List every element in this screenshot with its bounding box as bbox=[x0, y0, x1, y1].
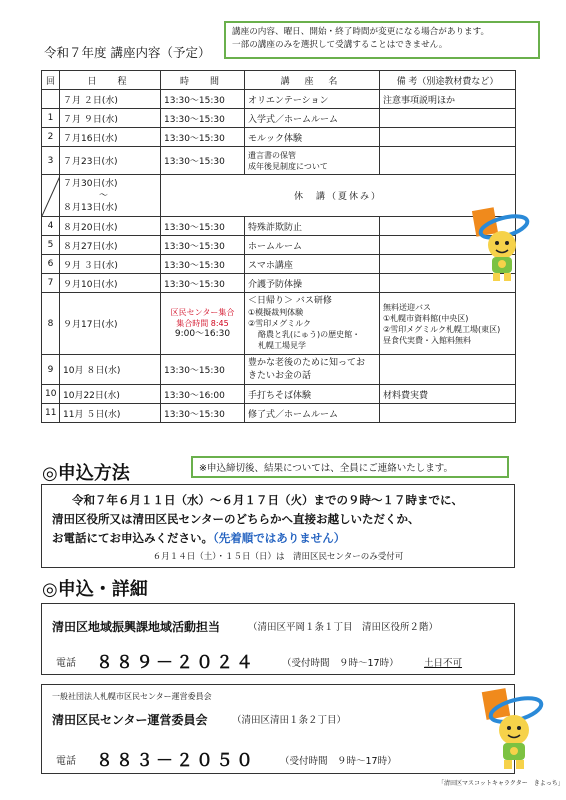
row-time-range: 9:00～16:30 bbox=[174, 329, 231, 339]
row-time: 13:30～15:30 bbox=[161, 147, 245, 175]
row-course-line: 成年後見制度について bbox=[248, 161, 328, 171]
row-note-line: 昼食代実費・入館料無料 bbox=[383, 335, 471, 345]
row-course bbox=[245, 355, 380, 385]
row-note-line: ②雪印メグミルク札幌工場(東区) bbox=[383, 324, 501, 334]
row-time-meeting-place: 区民センター集合 bbox=[170, 308, 235, 317]
apply-heading: ◎申込方法 bbox=[42, 463, 130, 484]
apply-method-box bbox=[41, 484, 515, 568]
row-course-line: ②雪印メグミルク bbox=[248, 319, 312, 328]
row-note: 材料費実費 bbox=[380, 385, 516, 404]
notice-line-2: 一部の講座のみを選択して受講することはできません。 bbox=[232, 40, 448, 50]
table-row bbox=[42, 147, 516, 175]
apply-line-3-text: お電話にてお申込みください。 bbox=[52, 531, 213, 545]
mascot-illustration bbox=[470, 205, 532, 283]
row-time: 13:30～15:30 bbox=[161, 109, 245, 128]
table-row bbox=[42, 293, 516, 355]
row-course bbox=[245, 147, 380, 175]
row-time: 13:30～15:30 bbox=[161, 236, 245, 255]
apply-notice-text: ※申込締切後、結果については、全員にご連絡いたします。 bbox=[199, 463, 454, 474]
row-course-line: 札幌工場見学 bbox=[258, 341, 306, 350]
row-date-start: ７月30日(水) bbox=[63, 178, 118, 189]
table-row bbox=[42, 90, 516, 109]
apply-notice-box bbox=[191, 456, 509, 478]
row-course: オリエンテーション bbox=[245, 90, 380, 109]
row-date: ７月 ２日(水) bbox=[60, 90, 161, 109]
row-course: 特殊詐欺防止 bbox=[245, 217, 380, 236]
row-course: 休 講（夏休み） bbox=[161, 175, 516, 217]
row-no: 5 bbox=[42, 236, 60, 255]
office-1-closed: 土日不可 bbox=[424, 658, 463, 669]
row-note bbox=[380, 404, 516, 423]
office-2-org: 一般社団法人札幌市区民センター運営委員会 bbox=[52, 692, 212, 701]
row-no: 1 bbox=[42, 109, 60, 128]
office-2-address: （清田区清田１条２丁目） bbox=[232, 715, 347, 726]
row-note bbox=[380, 355, 516, 385]
office-1-tel: ８８９－２０２４ bbox=[96, 653, 256, 673]
row-no: 2 bbox=[42, 128, 60, 147]
row-no: 9 bbox=[42, 355, 60, 385]
office-1-tel-label: 電話 bbox=[56, 658, 76, 669]
table-header-row bbox=[42, 71, 516, 90]
row-date: ９月17日(水) bbox=[60, 293, 161, 355]
row-no: 6 bbox=[42, 255, 60, 274]
row-time: 13:30～15:30 bbox=[161, 90, 245, 109]
office-1-box bbox=[41, 603, 515, 675]
table-row bbox=[42, 385, 516, 404]
table-row bbox=[42, 128, 516, 147]
row-time: 13:30～15:30 bbox=[161, 355, 245, 385]
row-date: ８月20日(水) bbox=[60, 217, 161, 236]
row-no: 3 bbox=[42, 147, 60, 175]
mascot-illustration-large bbox=[478, 686, 546, 772]
table-row bbox=[42, 274, 516, 293]
schedule-table bbox=[41, 70, 516, 423]
notice-box bbox=[224, 21, 540, 59]
office-1-name: 清田区地域振興課地域活動担当 bbox=[52, 620, 221, 634]
row-course: 介護予防体操 bbox=[245, 274, 380, 293]
row-note: 注意事項説明ほか bbox=[380, 90, 516, 109]
row-time: 13:30～15:30 bbox=[161, 274, 245, 293]
mascot-caption: 「清田区マスコットキャラクター きよっち」 bbox=[438, 780, 564, 787]
row-note bbox=[380, 109, 516, 128]
row-date: ７月23日(水) bbox=[60, 147, 161, 175]
table-row bbox=[42, 217, 516, 236]
row-course-line: 豊かな老後のために知ってお bbox=[248, 357, 366, 368]
row-course: スマホ講座 bbox=[245, 255, 380, 274]
header-time: 時 間 bbox=[161, 71, 245, 90]
details-heading: ◎申込・詳細 bbox=[42, 579, 148, 600]
row-note bbox=[380, 293, 516, 355]
row-time: 13:30～15:30 bbox=[161, 128, 245, 147]
row-date: ７月16日(水) bbox=[60, 128, 161, 147]
office-1-address: （清田区平岡１条１丁目 清田区役所２階） bbox=[248, 622, 439, 633]
apply-line-1: 令和７年６月１１日（水）～６月１７日（火）までの９時～１７時までに、 bbox=[72, 493, 463, 507]
office-2-name: 清田区民センター運営委員会 bbox=[52, 713, 208, 727]
row-date: ９月10日(水) bbox=[60, 274, 161, 293]
apply-first-come-note: （先着順ではありません） bbox=[213, 531, 346, 545]
row-course bbox=[245, 293, 380, 355]
row-course: 入学式／ホームルーム bbox=[245, 109, 380, 128]
row-no: 10 bbox=[42, 385, 60, 404]
row-course-line: 酪農と乳(にゅう)の歴史館・ bbox=[258, 330, 361, 339]
row-note bbox=[380, 147, 516, 175]
row-date-end: ８月13日(水) bbox=[63, 202, 118, 213]
table-row bbox=[42, 404, 516, 423]
table-row bbox=[42, 255, 516, 274]
row-date bbox=[60, 175, 161, 217]
row-note bbox=[380, 128, 516, 147]
row-date: ７月 ９日(水) bbox=[60, 109, 161, 128]
row-no: 4 bbox=[42, 217, 60, 236]
office-2-box bbox=[41, 684, 515, 774]
table-row bbox=[42, 109, 516, 128]
row-note-line: ①札幌市資料館(中央区) bbox=[383, 313, 469, 323]
row-course-line: 遺言書の保管 bbox=[248, 150, 296, 160]
row-date-tilde: ～ bbox=[99, 190, 109, 201]
diagonal-line bbox=[42, 176, 59, 216]
row-time: 13:30～15:30 bbox=[161, 217, 245, 236]
row-date: ９月 ３日(水) bbox=[60, 255, 161, 274]
row-time: 13:30～15:30 bbox=[161, 404, 245, 423]
row-course: 手打ちそば体験 bbox=[245, 385, 380, 404]
header-note: 備 考（別途教材費など） bbox=[380, 71, 516, 90]
office-2-hours: （受付時間 ９時～17時） bbox=[280, 756, 397, 767]
row-date: ８月27日(水) bbox=[60, 236, 161, 255]
row-time bbox=[161, 293, 245, 355]
row-course: 修了式／ホームルーム bbox=[245, 404, 380, 423]
row-no: 7 bbox=[42, 274, 60, 293]
row-course-line: きたいお金の話 bbox=[248, 370, 312, 381]
row-course: ホームルーム bbox=[245, 236, 380, 255]
row-time: 13:30～16:00 bbox=[161, 385, 245, 404]
row-date: 11月 ５日(水) bbox=[60, 404, 161, 423]
row-course-line: ①模擬裁判体験 bbox=[248, 308, 304, 317]
row-time: 13:30～15:30 bbox=[161, 255, 245, 274]
header-no: 回 bbox=[42, 71, 60, 90]
row-course-line: ＜日帰り＞ バス研修 bbox=[248, 296, 332, 306]
row-date: 10月 ８日(水) bbox=[60, 355, 161, 385]
page-title: 令和７年度 講座内容（予定） bbox=[44, 45, 211, 60]
row-no bbox=[42, 90, 60, 109]
header-name: 講 座 名 bbox=[245, 71, 380, 90]
apply-line-4: ６月１４日（土）・１５日（日）は 清田区民センターのみ受付可 bbox=[152, 552, 404, 562]
row-note-line: 無料送迎バス bbox=[383, 302, 431, 312]
row-no-slash bbox=[42, 175, 60, 217]
apply-line-3 bbox=[52, 529, 504, 548]
table-row bbox=[42, 236, 516, 255]
notice-line-1: 講座の内容、曜日、開始・終了時間が変更になる場合があります。 bbox=[232, 27, 490, 37]
header-date: 日 程 bbox=[60, 71, 161, 90]
office-2-tel: ８８３－２０５０ bbox=[96, 751, 256, 771]
table-row bbox=[42, 355, 516, 385]
row-time-meeting-time: 集合時間 8:45 bbox=[176, 319, 229, 328]
apply-line-2: 清田区役所又は清田区民センターのどちらかへ直接お越しいただくか、 bbox=[52, 512, 420, 526]
row-date: 10月22日(水) bbox=[60, 385, 161, 404]
table-row bbox=[42, 175, 516, 217]
row-course: モルック体験 bbox=[245, 128, 380, 147]
office-2-tel-label: 電話 bbox=[56, 756, 76, 767]
office-1-hours: （受付時間 ９時～17時） bbox=[282, 658, 399, 669]
row-no: 11 bbox=[42, 404, 60, 423]
row-no: 8 bbox=[42, 293, 60, 355]
